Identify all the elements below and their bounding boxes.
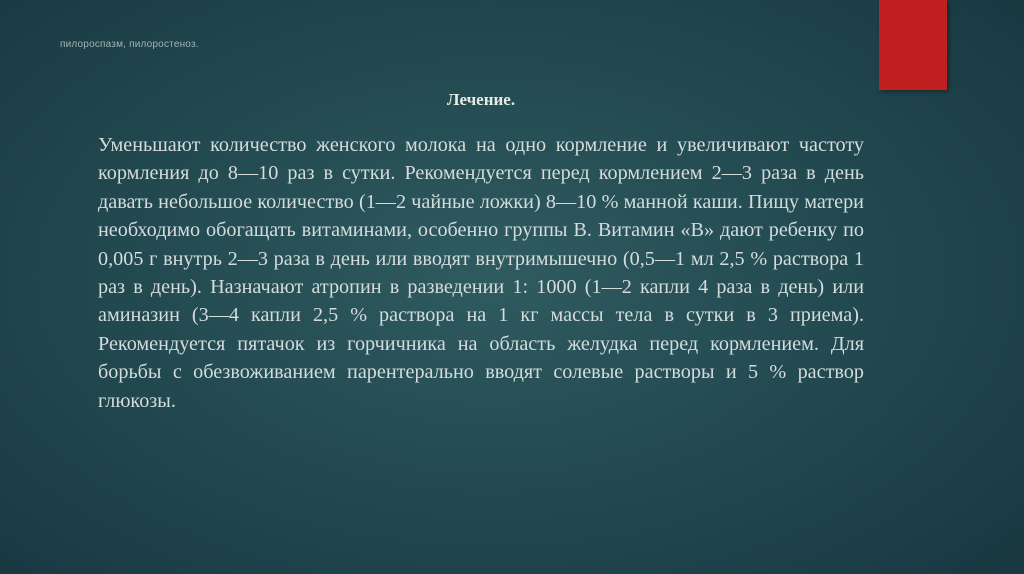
slide-body-text: Уменьшают количество женского молока на одно кормление и увеличивают частоту кормления до 8—10 раз в сутки. Рекомендуется перед кормлением 2—3 раза в день давать небольшое количество (1—2 чайные ложки) 8—10 % манной каши. Пищу матери необходимо обогащать витаминами, особенно группы В. Витамин «В» дают ребенку по 0,005 г внутрь 2—3 раза в день или вводят внутримышечно (0,5—1 мл 2,5 % раствора 1 раз в день). Назначают атропин в разведении 1: 1000 (1—2 капли 4 раза в день) или аминазин (3—4 капли 2,5 % раствора на 1 кг массы тела в сутки в 3 приема). Рекомендуется пятачок из горчичника на область желудка перед кормлением. Для борьбы с обезвоживанием парентерально вводят солевые растворы и 5 % раствор глюкозы. — [98, 134, 864, 412]
slide-heading: Лечение. — [446, 90, 516, 109]
slide-subtitle: пилороспазм, пилоростеноз. — [60, 39, 199, 50]
accent-bar — [879, 0, 947, 90]
